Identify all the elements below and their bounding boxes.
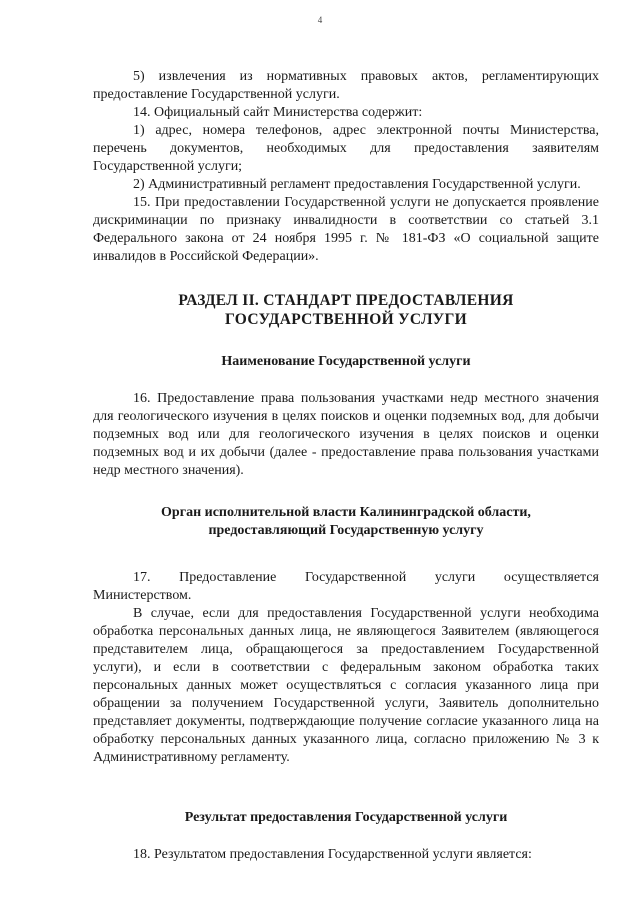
paragraph-15: 15. При предоставлении Государственной услуги не допускается проявление дискриминации по признаку инвалидности в соответствии со статьей 3.1 Федерального закона от 24 ноября 1995 г. № 181-ФЗ «О социальной защите инвалидов в Российской Федерации». [93, 195, 599, 264]
paragraph-18: 18. Результатом предоставления Государственной услуги является: [133, 847, 532, 862]
subheading-service-name: Наименование Государственной услуги [221, 354, 471, 369]
paragraph-17: 17. Предоставление Государственной услуги осуществляется Министерством. [93, 570, 599, 603]
subheading-organ-line1: Орган исполнительной власти Калининградской области, [161, 505, 531, 520]
paragraph-17-case: В случае, если для предоставления Государственной услуги необходима обработка персональных данных лица, не являющегося Заявителем (являющегося представителем лица, обращающегося за предоставлением Государственной услуги), и если в соответствии с федеральным законом обработка таких персональных данных может осуществляться с согласия указанного лица при обращении за получением Государственной услуги, Заявитель дополнительно представляет документы, подтверждающие получение согласие указанного лица на обработку персональных данных указанного лица, согласно приложению № 3 к Административному регламенту. [93, 606, 599, 765]
subheading-organ-line2: предоставляющий Государственную услугу [208, 523, 484, 538]
paragraph-item-2: 2) Административный регламент предоставления Государственной услуги. [133, 177, 581, 192]
paragraph-item-1: 1) адрес, номера телефонов, адрес электронной почты Министерства, перечень документов, необходимых для предоставления заявителям Государственной услуги; [93, 123, 599, 174]
page-number: 4 [317, 15, 323, 25]
paragraph-16: 16. Предоставление права пользования участками недр местного значения для геологического изучения в целях поисков и оценки подземных вод, для добычи подземных вод или для геологического изучения в целях поисков и оценки подземных вод и их добычи (далее - предоставление права пользования участками недр местного значения). [93, 391, 599, 478]
section-heading-line1: РАЗДЕЛ II. СТАНДАРТ ПРЕДОСТАВЛЕНИЯ [178, 292, 514, 309]
document-body [93, 68, 599, 864]
paragraph-item-5: 5) извлечения из нормативных правовых актов, регламентирующих предоставление Государственной услуги. [93, 69, 599, 102]
section-heading-line2: ГОСУДАРСТВЕННОЙ УСЛУГИ [225, 311, 467, 328]
subheading-service-result: Результат предоставления Государственной услуги [184, 810, 508, 825]
paragraph-14: 14. Официальный сайт Министерства содержит: [133, 105, 423, 120]
